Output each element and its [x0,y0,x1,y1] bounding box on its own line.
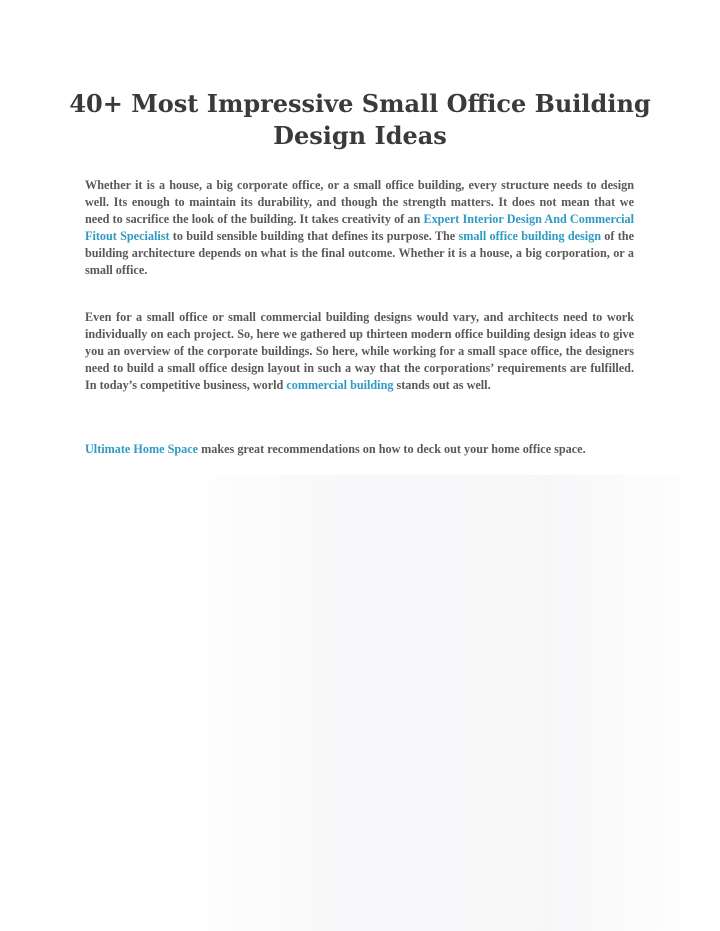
page-shading [172,475,712,931]
paragraph-small-office [85,309,634,394]
paragraph-text: makes great recommendations on how to deck out your home office space. [198,442,586,456]
paragraph-text: stands out as well. [393,377,491,392]
paragraph-text: to build sensible building that defines its purpose. The [169,228,459,243]
paragraph-text: Whether it is a house, a big corporate office, or a small office building, every structure needs to design well. Its enough to maintain its durability, and though the strength matters. It does not mean that we need to sacrifice the look of the building. It takes creativity of an [85,178,634,226]
link-small-office-building-design[interactable]: small office building design [458,228,602,243]
paragraph-home-space [85,441,634,458]
paragraph-text: of the building architecture depends on what is the final outcome. Whether it is a house, a big corporation, or a small office. [85,228,634,277]
document-title: 40+ Most Impressive Small Office Building Design Ideas [69,89,651,150]
paragraph-text: Even for a small office or small commercial building designs would vary, and architects need to work individually on each project. So, here we gathered up thirteen modern office building design ideas to give you an overview of the corporate buildings. So here, while working for a small space office, the designers need to build a small office design layout in such a way that the corporations’ requirements are fulfilled. In today’s competitive business, world [85,310,634,392]
paragraph-intro [85,177,634,278]
link-ultimate-home-space[interactable]: Ultimate Home Space [85,442,199,456]
link-commercial-building[interactable]: commercial building [286,377,394,392]
link-expert-interior-design[interactable]: Expert Interior Design And Commercial Fitout Specialist [85,211,634,243]
